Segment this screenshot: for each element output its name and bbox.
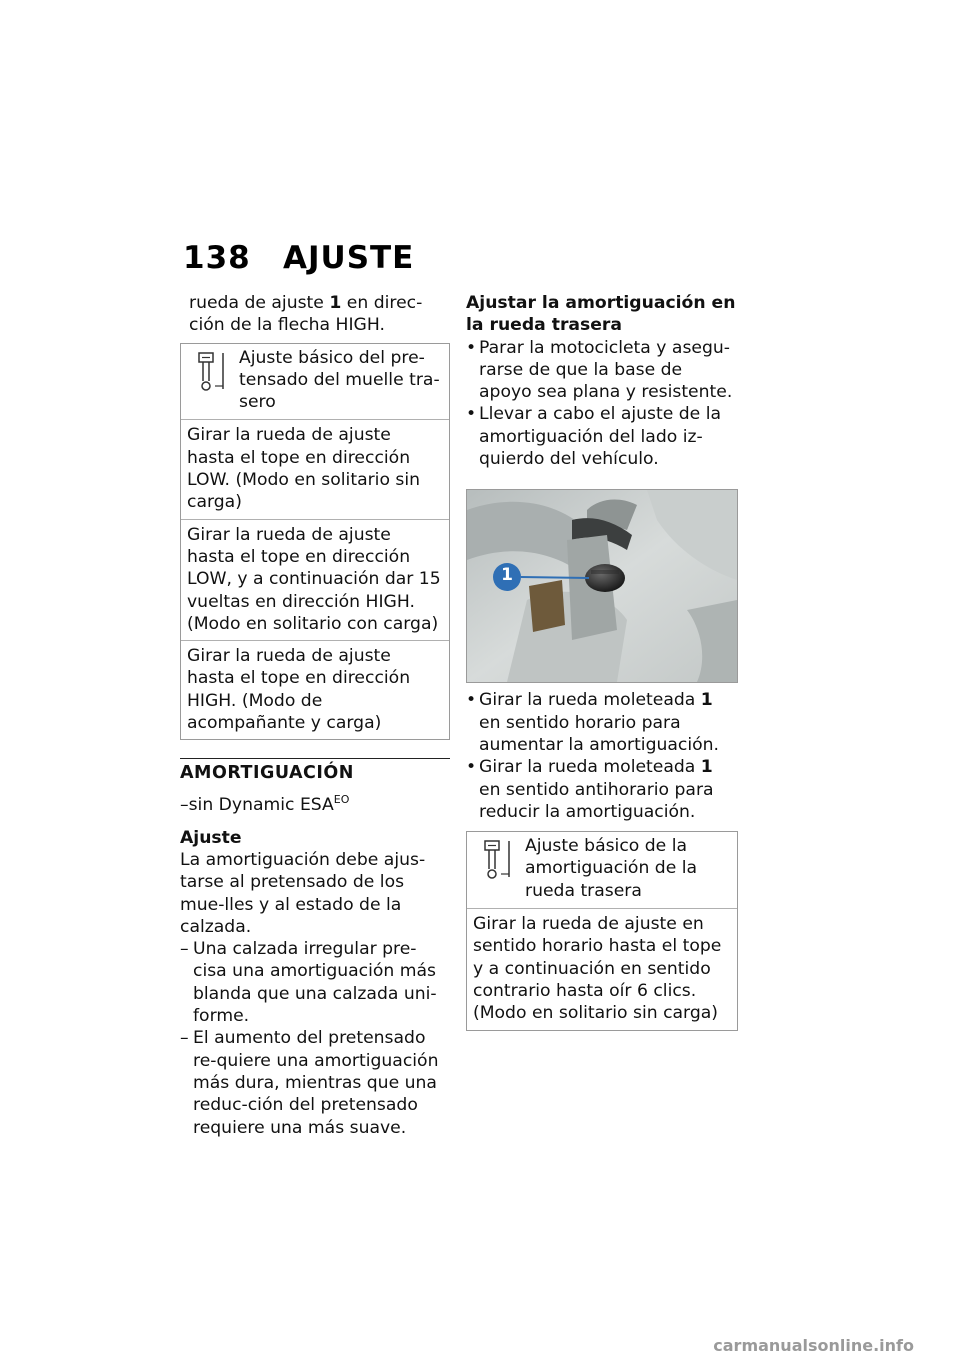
procedure-heading: Ajustar la amortiguación en la rueda trasera xyxy=(466,293,736,336)
variant-note: –sin Dynamic $ESA^{EO}$ xyxy=(180,793,350,816)
section-divider xyxy=(180,758,450,759)
watermark: carmanualsonline.info xyxy=(713,1336,914,1355)
table-row: Girar la rueda de ajuste hasta el tope en dirección LOW, y a continuación dar 15 vueltas en dirección HIGH. (Modo en solitario con carga) xyxy=(181,520,449,641)
table-row: Girar la rueda de ajuste hasta el tope en dirección LOW. (Modo en solitario sin carga) xyxy=(181,420,449,519)
damping-table xyxy=(466,831,738,1030)
list-item: • Parar la motocicleta y asegu-rarse de que la base de apoyo sea plana y resistente. xyxy=(466,337,733,403)
list-item: • Llevar a cabo el ajuste de la amortiguación del lado iz-quierdo del vehículo. xyxy=(466,404,722,470)
spring-adjust-icon xyxy=(479,837,515,881)
paragraph: La amortiguación debe ajus-tarse al pretensado de los mue-lles y al estado de la calzada. xyxy=(180,849,426,937)
photo-illustration xyxy=(467,490,737,682)
dash-mark: – xyxy=(180,1028,189,1049)
dash-mark: – xyxy=(180,939,189,960)
section-title: AMORTIGUACIÓN xyxy=(180,763,354,784)
spring-preload-table xyxy=(180,343,450,741)
left-column xyxy=(180,292,450,1139)
page-header xyxy=(183,240,414,276)
bullet-mark: • xyxy=(466,757,477,778)
ref-number: 1 xyxy=(329,293,342,313)
bullet-mark: • xyxy=(466,690,477,711)
variant-superscript: EO xyxy=(333,793,350,807)
table-row: Girar la rueda de ajuste en sentido horario hasta el tope y a continuación en sentido contrario hasta oír 6 clics. (Modo en solitario sin carga) xyxy=(473,914,722,1024)
table-row: Girar la rueda de ajuste hasta el tope en dirección HIGH. (Modo de acompañante y carga) xyxy=(187,646,411,734)
list-item: • Girar la rueda moleteada 1 en sentido antihorario para reducir la amortiguación. xyxy=(466,757,714,822)
page-title: AJUSTE xyxy=(283,240,415,276)
bullet-mark: • xyxy=(466,404,477,425)
list-item: – Una calzada irregular pre-cisa una amortiguación más blanda que una calzada uni-forme. xyxy=(180,939,437,1027)
ref-number: 1 xyxy=(700,757,713,778)
bullet-mark: • xyxy=(466,337,477,358)
intro-text: rueda de ajuste 1 en direc- ción de la flecha HIGH. xyxy=(189,293,423,336)
table-header: Ajuste básico del pre- tensado del muelle tra- sero xyxy=(181,344,449,421)
list-item: – El aumento del pretensado re-quiere una amortiguación más dura, mientras que una reduc-ción del pretensado requiere una más suave. xyxy=(180,1028,439,1138)
list-item: • Girar la rueda moleteada 1 en sentido horario para aumentar la amortiguación. xyxy=(466,690,720,755)
photo-callout-label: 1 xyxy=(501,565,513,586)
spring-adjust-icon xyxy=(193,349,229,393)
right-column xyxy=(466,292,738,1031)
page-number: 138 xyxy=(183,240,251,276)
damper-adjuster-photo xyxy=(466,489,738,683)
subsection-title: Ajuste xyxy=(180,827,242,848)
ref-number: 1 xyxy=(700,690,713,711)
table-header: Ajuste básico de la amortiguación de la rueda trasera xyxy=(467,832,737,909)
